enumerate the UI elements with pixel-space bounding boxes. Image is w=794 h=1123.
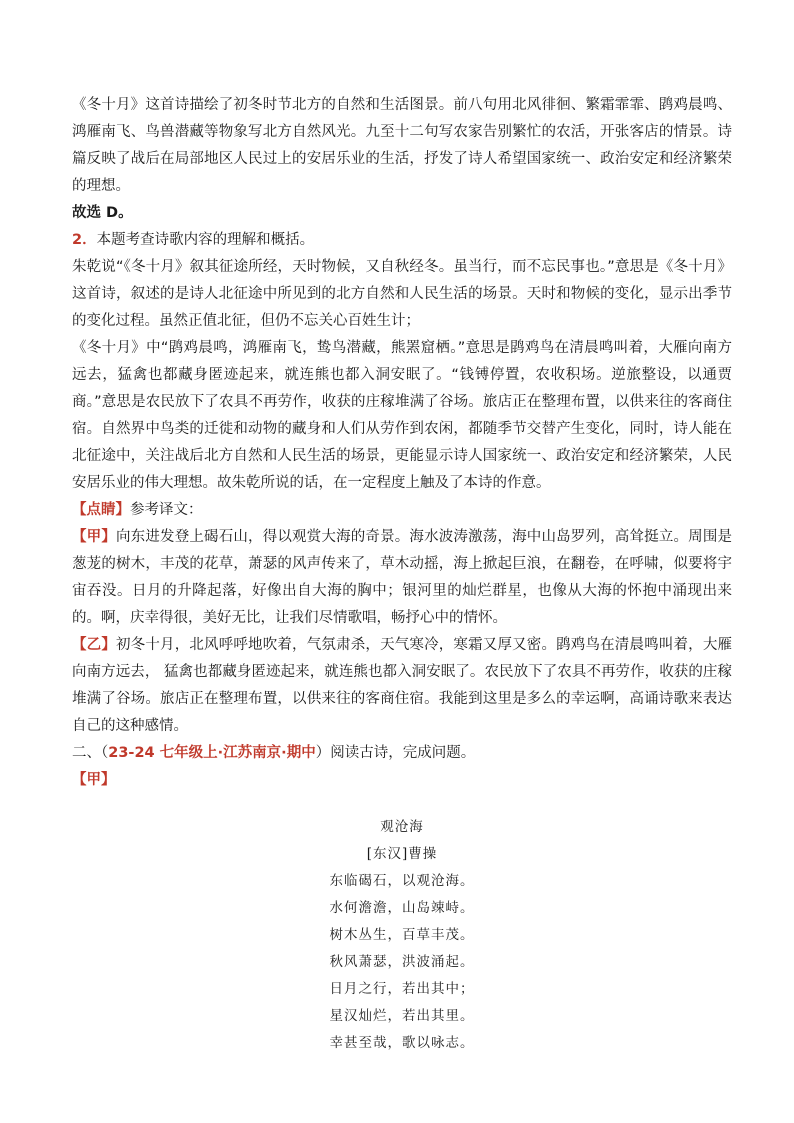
poem-line: 幸甚至哉，歌以咏志。 bbox=[329, 1035, 475, 1051]
question-2-title: 本题考查诗歌内容的理解和概括。 bbox=[96, 232, 315, 248]
analysis-paragraph-3: 《冬十月》中“鹍鸡晨鸣，鸿雁南飞，鸷鸟潜藏，熊罴窟栖。”意思是鹍鸡鸟在清晨鸣叫着，大雁向南方远去，猛禽也都藏身匿迹起来，就连熊也都入洞安眠了。“钱镈停置，农收积场。逆旅整设，以通贾商。”意思是农民放下了农具不再劳作，收获的庄稼堆满了谷场。旅店正在整理布置，以供来往的客商住宿。自然界中鸟类的迁徙和动物的藏身和人们从劳作到农闲，都随季节交替产生变化，同时，诗人能在北征途中，关注战后北方自然和人民生活的场景，更能显示诗人国家统一、政治安定和经济繁荣，人民安居乐业的伟大理想。故朱乾所说的话，在一定程度上触及了本诗的作意。 bbox=[72, 340, 732, 491]
section-2-suffix: ）阅读古诗，完成问题。 bbox=[315, 745, 476, 761]
section-2-heading bbox=[72, 740, 732, 767]
question-2-heading bbox=[72, 227, 732, 254]
jia-heading bbox=[72, 767, 732, 794]
analysis-paragraph-2: 朱乾说“《冬十月》叙其征途所经，天时物候，又自秋经冬。虽当行，而不忘民事也。”意思是《冬十月》这首诗，叙述的是诗人北征途中所见到的北方自然和人民生活的场景。天时和物候的变化，显示出季节的变化过程。虽然正值北征，但仍不忘关心百姓生计； bbox=[72, 259, 732, 329]
translation-yi-label: 【乙】 bbox=[72, 637, 117, 653]
poem-author: [东汉]曹操 bbox=[366, 846, 438, 862]
section-2-prefix: 二、（ bbox=[72, 745, 109, 761]
dianjing-text: 参考译文： bbox=[130, 502, 203, 518]
translation-yi bbox=[72, 632, 732, 740]
translation-yi-text: 初冬十月，北风呼呼地吹着，气氛肃杀，天气寒冷，寒霜又厚又密。鹍鸡鸟在清晨鸣叫着，大雁向南方远去， 猛禽也都藏身匿迹起来，就连熊也都入洞安眠了。农民放下了农具不再劳作，收获的庄稼堆满了谷场。旅店正在整理布置，以供来往的客商住宿。我能到这里是多么的幸运啊，高诵诗歌来表达自己的这种感情。 bbox=[72, 637, 733, 734]
document-page bbox=[72, 92, 732, 1057]
dianjing-label: 【点睛】 bbox=[72, 502, 130, 518]
poem-line: 水何澹澹，山岛竦峙。 bbox=[329, 900, 475, 916]
poem-line: 树木丛生，百草丰茂。 bbox=[329, 927, 475, 943]
section-2-source: 23-24 七年级上·江苏南京·期中 bbox=[108, 745, 316, 761]
question-2-number: 2． bbox=[72, 232, 97, 248]
poem-title: 观沧海 bbox=[380, 819, 424, 835]
poem-line: 日月之行，若出其中； bbox=[329, 981, 475, 997]
poem-line: 东临碣石，以观沧海。 bbox=[329, 873, 475, 889]
dianjing-line bbox=[72, 497, 732, 524]
jia-label: 【甲】 bbox=[72, 772, 116, 788]
answer-line bbox=[72, 200, 732, 227]
answer-text: 故选 D。 bbox=[72, 205, 133, 221]
translation-jia bbox=[72, 524, 732, 632]
translation-jia-text: 向东进发登上碣石山，得以观赏大海的奇景。海水波涛激荡，海中山岛罗列，高耸挺立。周围是葱茏的树木，丰茂的花草，萧瑟的风声传来了，草木动摇，海上掀起巨浪，在翻卷，在呼啸，似要将宇宙吞没。日月的升降起落，好像出自大海的胸中；银河里的灿烂群星，也像从大海的怀抱中涌现出来的。啊，庆幸得很，美好无比，让我们尽情歌唱，畅抒心中的情怀。 bbox=[72, 529, 733, 626]
poem-line: 秋风萧瑟，洪波涌起。 bbox=[329, 954, 475, 970]
analysis-paragraph-1: 《冬十月》这首诗描绘了初冬时节北方的自然和生活图景。前八句用北风徘徊、繁霜霏霏、鹍鸡晨鸣、鸿雁南飞、鸟兽潜藏等物象写北方自然风光。九至十二句写农家告别繁忙的农活，开张客店的情景。诗篇反映了战后在局部地区人民过上的安居乐业的生活，抒发了诗人希望国家统一、政治安定和经济繁荣的理想。 bbox=[72, 97, 732, 194]
poem-block bbox=[72, 814, 732, 1057]
poem-line: 星汉灿烂，若出其里。 bbox=[329, 1008, 475, 1024]
translation-jia-label: 【甲】 bbox=[72, 529, 117, 545]
